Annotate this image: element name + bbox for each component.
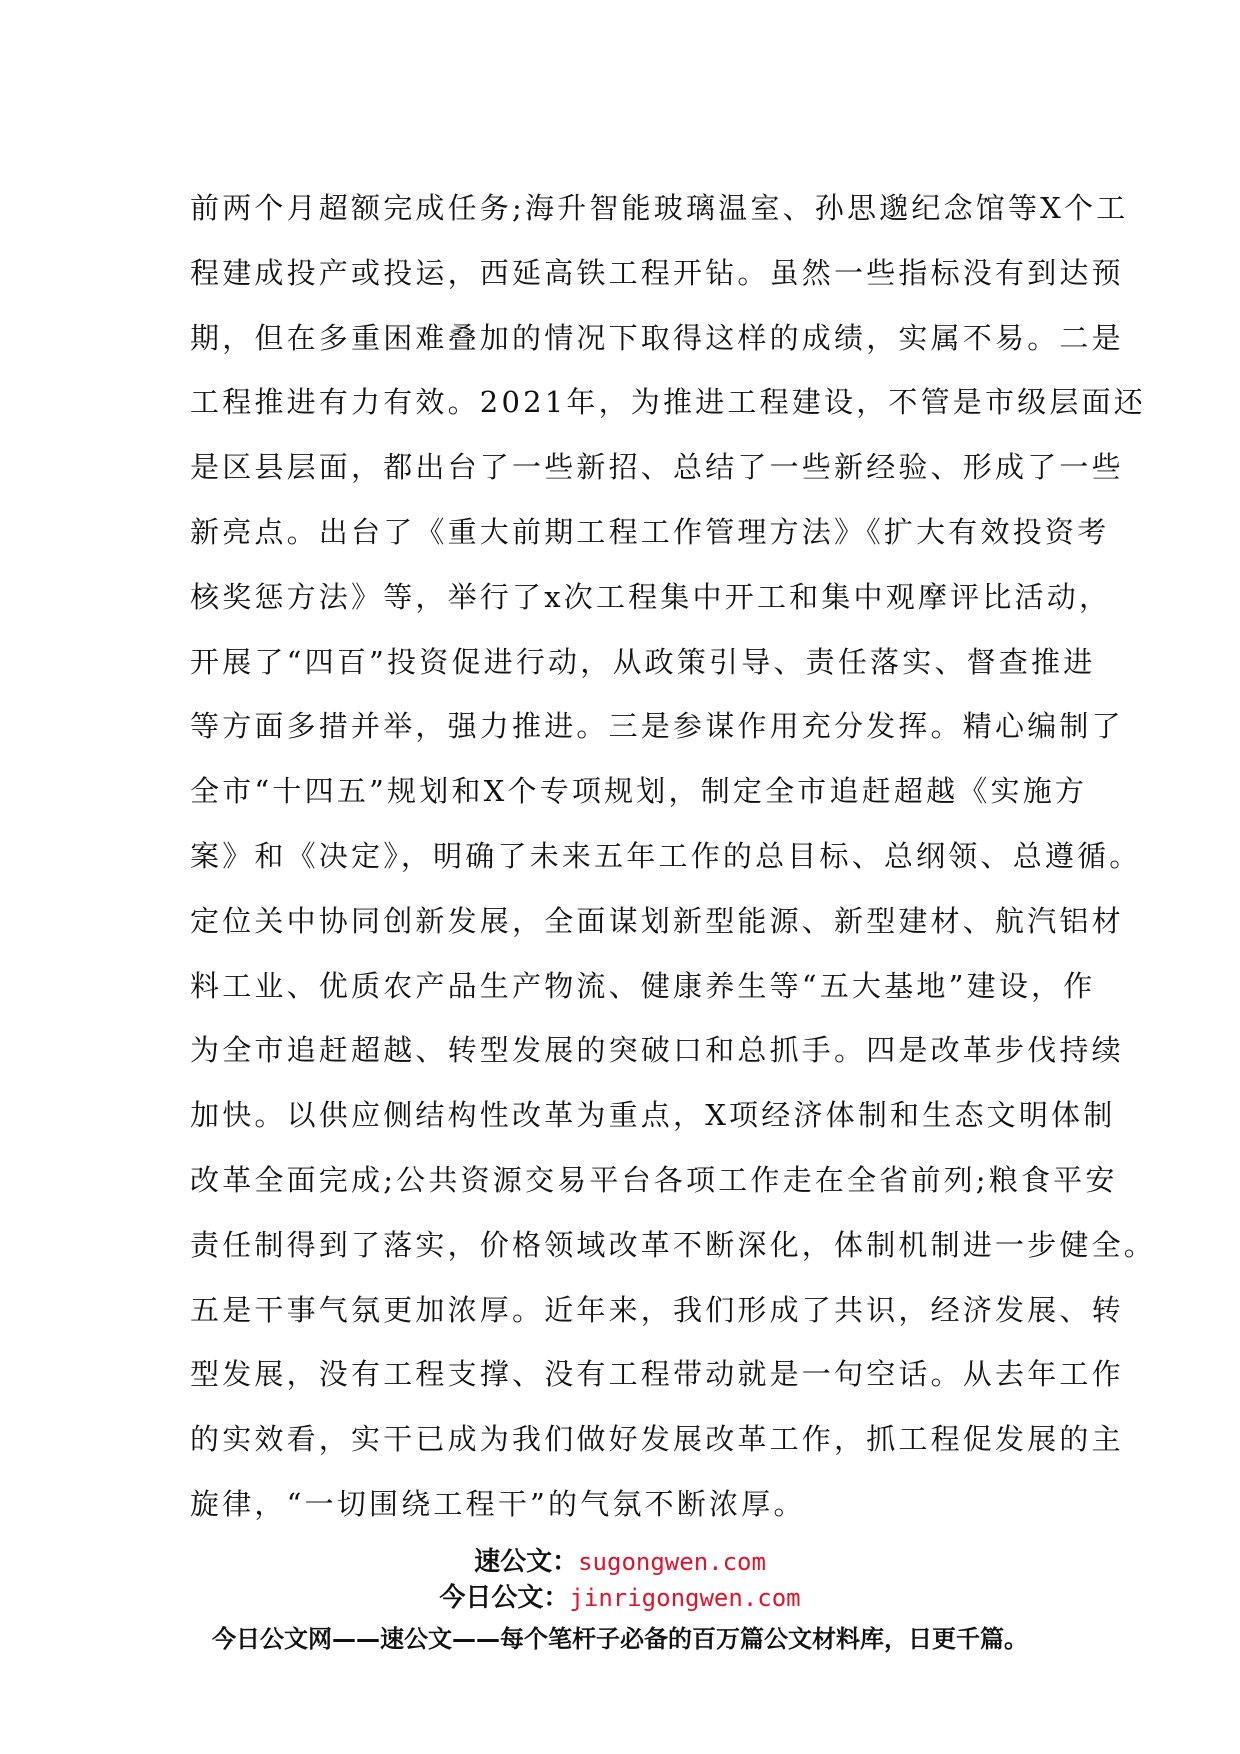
- text-line: 型发展，没有工程支撑、没有工程带动就是一句空话。从去年工作: [190, 1357, 1124, 1392]
- text-line: 新亮点。出台了《重大前期工程工作管理方法》《扩大有效投资考: [190, 514, 1110, 549]
- text-line: 责任制得到了落实，价格领域改革不断深化，体制机制进一步健全。: [190, 1227, 1157, 1262]
- footer-site2-separator: ：: [543, 1583, 570, 1613]
- text-line: 前两个月超额完成任务;海升智能玻璃温室、孙思邈纪念馆等X个工: [190, 191, 1129, 225]
- text-line: 料工业、优质农产品生产物流、健康养生等“五大基地”建设，作: [190, 968, 1096, 1003]
- footer-site2-label: 今日公文: [439, 1583, 544, 1613]
- text-line: 定位关中协同创新发展，全面谋划新型能源、新型建材、航汽铝材: [190, 903, 1124, 938]
- text-line: 五是干事气氛更加浓厚。近年来，我们形成了共识，经济发展、转: [190, 1292, 1124, 1327]
- footer-site1-label: 速公文: [474, 1547, 553, 1577]
- footer-site1-separator: ：: [552, 1547, 579, 1577]
- footer-slogan: 今日公文网——速公文——每个笔杆子必备的百万篇公文材料库，日更千篇。: [212, 1625, 1028, 1653]
- text-line: 的实效看，实干已成为我们做好发展改革工作，抓工程促发展的主: [190, 1422, 1124, 1457]
- text-line: 等方面多措并举，强力推进。三是参谋作用充分发挥。精心编制了: [190, 709, 1124, 744]
- footer-watermark: [0, 1544, 1240, 1656]
- text-line: 开展了“四百”投资促进行动，从政策引导、责任落实、督查推进: [190, 644, 1096, 679]
- footer-site-jinrigongwen: [0, 1580, 1240, 1616]
- text-line: 改革全面完成;公共资源交易平台各项工作走在全省前列;粮食平安: [190, 1162, 1118, 1197]
- text-line: 程建成投产或投运，西延高铁工程开钻。虽然一些指标没有到达预: [190, 255, 1124, 290]
- text-line: 为全市追赶超越、转型发展的突破口和总抓手。四是改革步伐持续: [190, 1033, 1124, 1068]
- text-line: 加快。以供应侧结构性改革为重点，X项经济体制和生态文明体制: [190, 1098, 1116, 1133]
- text-line: 是区县层面，都出台了一些新招、总结了一些新经验、形成了一些: [190, 450, 1124, 485]
- body-text: [190, 176, 1157, 1537]
- footer-site1-url-link[interactable]: sugongwen.com: [578, 1548, 766, 1576]
- footer-site2-url-link[interactable]: jinrigongwen.com: [569, 1584, 801, 1612]
- footer-site-sugongwen: [0, 1544, 1240, 1580]
- text-line: 期，但在多重困难叠加的情况下取得这样的成绩，实属不易。二是: [190, 320, 1124, 355]
- text-line: 全市“十四五”规划和X个专项规划，制定全市追赶超越《实施方: [190, 774, 1088, 809]
- text-line: 工程推进有力有效。2021年，为推进工程建设，不管是市级层面还: [190, 385, 1147, 420]
- text-line: 案》和《决定》，明确了未来五年工作的总目标、总纲领、总遵循。: [190, 838, 1142, 873]
- text-line: 旋律，“一切围绕工程干”的气氛不断浓厚。: [190, 1486, 806, 1521]
- text-line: 核奖惩方法》等，举行了x次工程集中开工和集中观摩评比活动，: [190, 579, 1112, 614]
